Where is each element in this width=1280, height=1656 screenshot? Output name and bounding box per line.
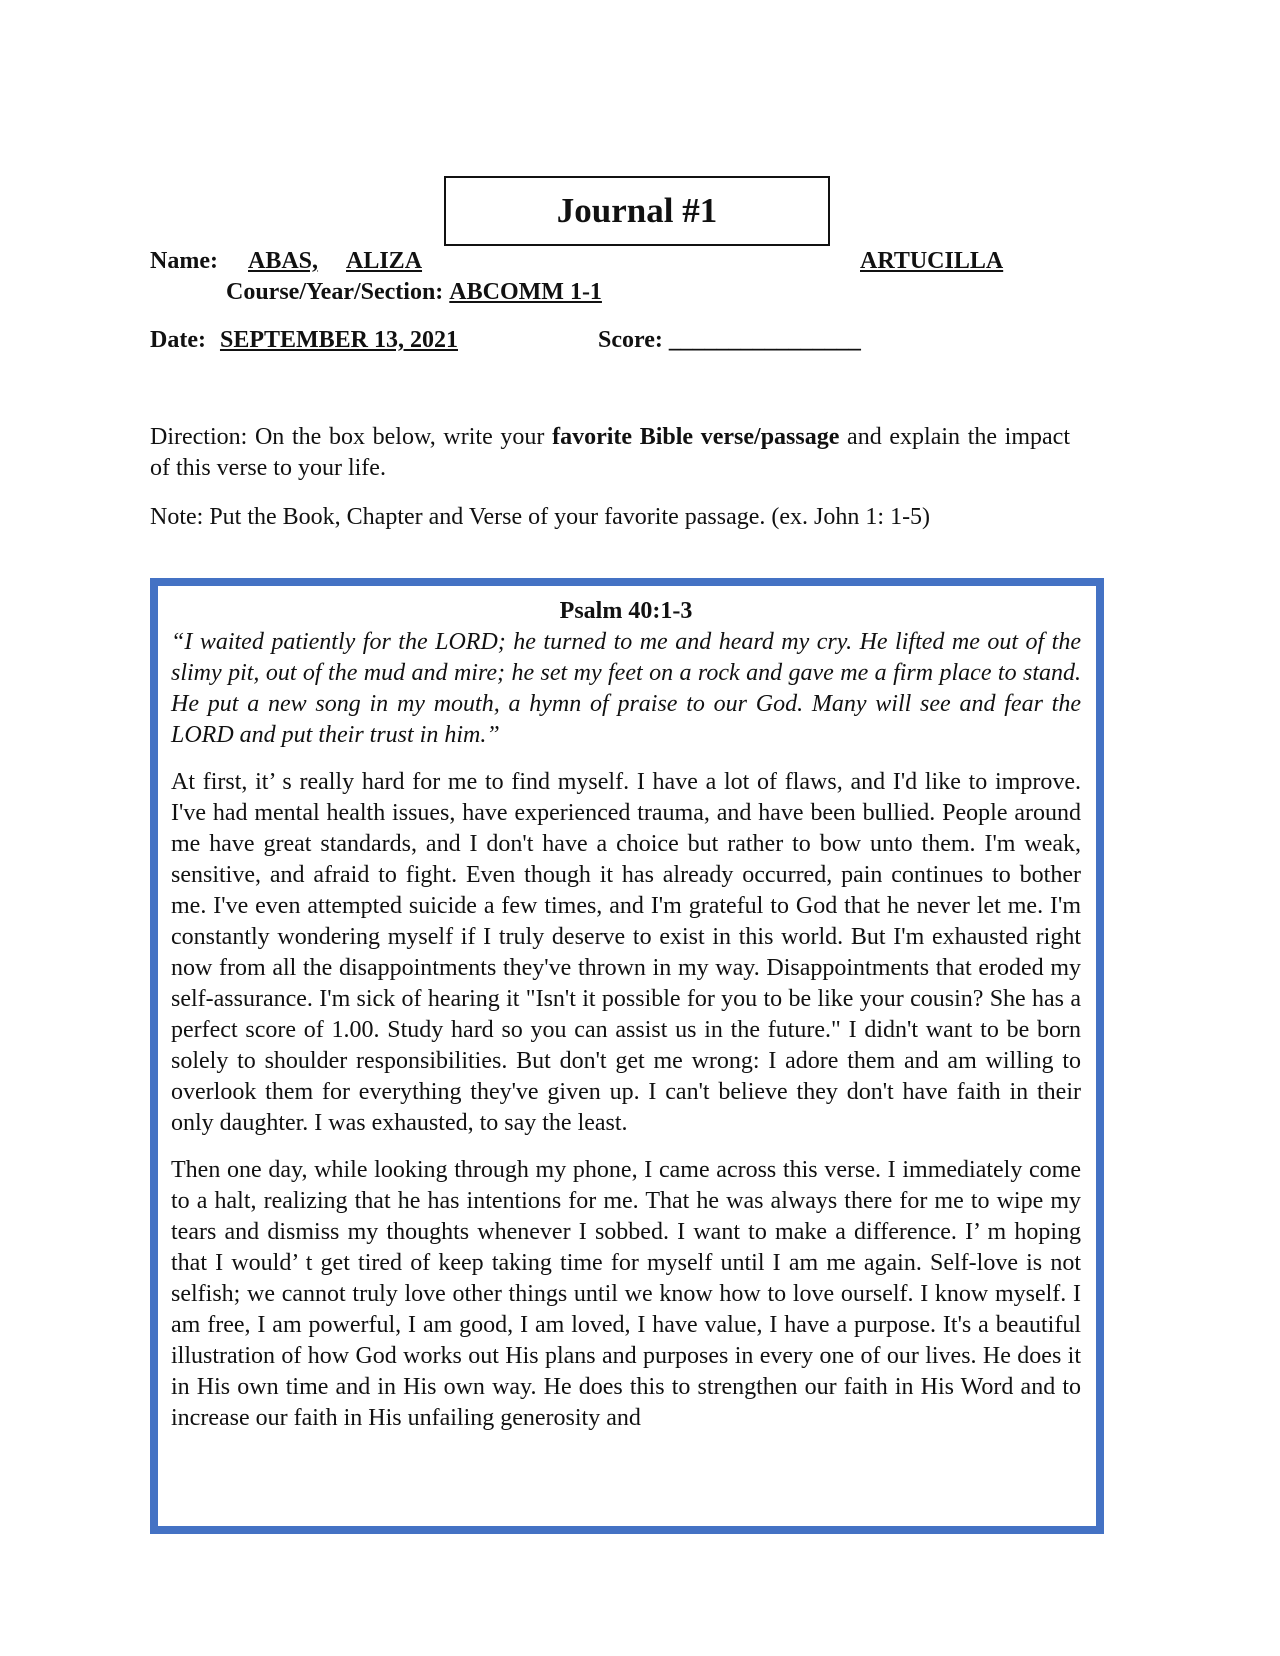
score-label: Score:: [598, 327, 663, 353]
reflection-paragraph-1: At first, it’ s really hard for me to find myself. I have a lot of flaws, and I'd like to improve. I've had mental health issues, have experienced trauma, and have been bullied. People around me have great standards, and I don't have a choice but rather to bow unto them. I'm weak, sensitive, and afraid to fight. Even though it has already occurred, pain continues to bother me. I've even attempted suicide a few times, and I'm grateful to God that he never let me. I'm constantly wondering myself if I truly deserve to exist in this world. But I'm exhausted right now from all the disappointments they've thrown in my way. Disappointments that eroded my self-assurance. I'm sick of hearing it "Isn't it possible for you to be like your cousin? She has a perfect score of 1.00. Study hard so you can assist us in the future." I didn't want to be born solely to shoulder responsibilities. But don't get me wrong: I adore them and am willing to overlook them for everything they've given up. I can't believe they don't have faith in their only daughter. I was exhausted, to say the least.: [171, 769, 1081, 1136]
name-last: [860, 246, 1003, 276]
date-value: SEPTEMBER 13, 2021: [219, 327, 458, 353]
direction-bold: favorite Bible verse/passage: [552, 424, 840, 450]
name-last-value: ARTUCILLA: [860, 248, 1004, 274]
name-first: [248, 246, 318, 276]
date-row: [150, 325, 458, 355]
score-row: [598, 325, 861, 355]
reflection-paragraph-2: Then one day, while looking through my phone, I came across this verse. I immediately come to a halt, realizing that he has intentions for me. That he was always there for me to wipe my tears and dismiss my thoughts whenever I sobbed. I want to make a difference. I’ m hoping that I would’ t get tired of keep taking time for myself until I am me again. Self-love is not selfish; we cannot truly love other things until we know how to love ourself. I know myself. I am free, I am powerful, I am good, I am loved, I have value, I have a purpose. It's a beautiful illustration of how God works out His plans and purposes in every one of our lives. He does it in His own time and in His own way. He does this to strengthen our faith in His Word and to increase our faith in His unfailing generosity and: [171, 1157, 1081, 1431]
direction-text: [150, 422, 1070, 484]
name-given-value: ALIZA: [346, 248, 423, 274]
name-given: [346, 246, 422, 276]
answer-box: [150, 578, 1104, 1534]
name-row: [150, 246, 218, 276]
journal-title: Journal #1: [444, 176, 830, 246]
name-label: Name:: [150, 248, 218, 274]
direction-part1: Direction: On the box below, write your: [150, 424, 553, 450]
course-row: [226, 277, 602, 307]
course-value: ABCOMM 1-1: [449, 279, 602, 305]
date-label: Date:: [150, 327, 206, 353]
name-first-value: ABAS,: [248, 248, 319, 274]
note-text: Note: Put the Book, Chapter and Verse of your favorite passage. (ex. John 1: 1-5): [150, 504, 931, 530]
score-blank: ________________: [668, 327, 861, 353]
direction-part2: and explain the impact of this verse to your life.: [150, 424, 1070, 481]
answer-content: [171, 586, 1081, 1450]
course-label: Course/Year/Section:: [226, 279, 444, 305]
verse-text: “I waited patiently for the LORD; he turned to me and heard my cry. He lifted me out of the slimy pit, out of the mud and mire; he set my feet on a rock and gave me a firm place to stand. He put a new song in my mouth, a hymn of praise to our God. Many will see and fear the LORD and put their trust in him.”: [171, 629, 1081, 748]
verse-reference: Psalm 40:1-3: [559, 598, 693, 624]
